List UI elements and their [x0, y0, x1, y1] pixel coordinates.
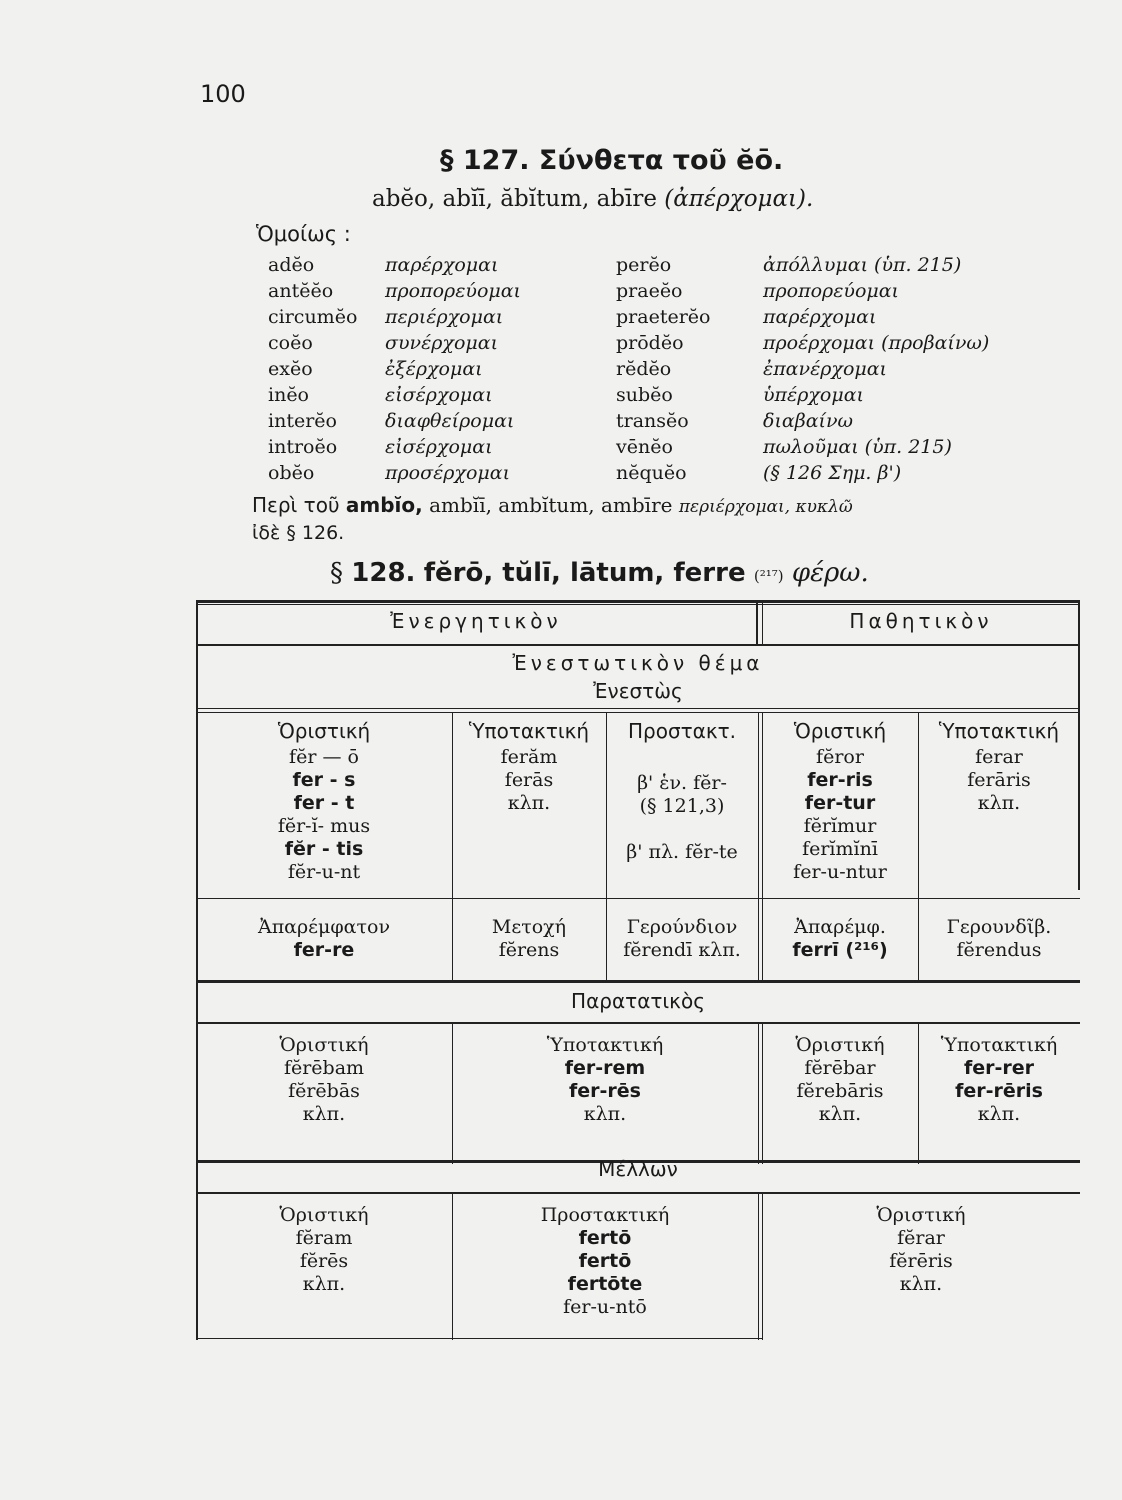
present-passive-subjunctive-line: κλπ. — [977, 792, 1021, 814]
future-active-imperative-line: fertō — [578, 1227, 632, 1249]
greek-meaning: εἰσέρχομαι — [385, 436, 493, 458]
greek-meaning: εἰσέρχομαι — [385, 384, 493, 406]
section-128-title — [330, 558, 869, 588]
section-127-title-text: § 127. Σύνθετα τοῦ ĕō. — [440, 145, 784, 176]
imperfect-passive-indicative-line: κλπ. — [818, 1103, 862, 1125]
future-active-imperative-line: fer-u-ntō — [563, 1296, 647, 1318]
imperfect-header-line: Παρατατικὸς — [571, 989, 705, 1013]
greek-meaning: προσέρχομαι — [385, 462, 511, 484]
active-header — [196, 610, 756, 633]
greek-meaning: (§ 126 Σημ. β') — [763, 462, 902, 484]
table-rule — [758, 712, 759, 982]
greek-meaning: παρέρχομαι — [763, 306, 877, 328]
present-active-imperative-line: β' ἑν. fĕr- — [637, 772, 727, 794]
col-imperative-line: Προστακτ. — [627, 719, 737, 743]
imperfect-active-subjunctive-line: κλπ. — [583, 1103, 627, 1125]
present-active-subjunctive-line: ferăm — [500, 746, 558, 768]
greek-meaning: διαβαίνω — [763, 410, 854, 432]
future-passive-indicative-line: fĕrar — [897, 1227, 945, 1249]
ambio-greek: περιέρχομαι, κυκλῶ — [678, 497, 853, 517]
latin-verb: rĕdĕo — [616, 358, 672, 380]
subtitle-greek: (ἀπέρχομαι). — [664, 186, 814, 212]
section-128-greek: φέρω. — [791, 558, 869, 588]
latin-verb: nĕquĕo — [616, 462, 687, 484]
present-stem-header — [196, 652, 1080, 675]
latin-verb: vēnĕo — [616, 436, 673, 458]
greek-meaning: ἐπανέρχομαι — [763, 358, 888, 380]
greek-meaning: πωλοῦμαι (ὑπ. 215) — [763, 436, 952, 458]
ambio-bold: ambĭo, — [345, 493, 423, 517]
present-active-indicative-line: fĕr-u-nt — [287, 861, 361, 883]
col-subjunctive — [452, 720, 606, 743]
present-passive-indicative-line: ferĭmĭnī — [802, 838, 878, 860]
future-active-indicative-line: fĕram — [295, 1227, 353, 1249]
participle — [452, 916, 606, 962]
col-indicative-line: Ὁριστική — [277, 719, 371, 743]
active-header-line: Ἐνεργητικὸν — [390, 609, 562, 633]
participle-line: fĕrens — [498, 939, 560, 961]
col-subjunctive-passive-line: Ὑποτακτική — [938, 719, 1060, 743]
table-top-rule — [196, 600, 1080, 603]
ambio-note — [252, 493, 853, 517]
present-active-subjunctive-line: ferās — [504, 769, 554, 791]
col-subjunctive-passive — [918, 720, 1080, 743]
col-indicative-passive — [762, 720, 918, 743]
greek-meaning: προπορεύομαι — [763, 280, 900, 302]
table-rule — [756, 600, 758, 645]
table-rule — [196, 604, 1080, 605]
imperfect-passive-subjunctive — [918, 1034, 1080, 1126]
present-active-indicative — [196, 746, 452, 884]
passive-header-line: Παθητικὸν — [849, 609, 993, 633]
imperfect-active-indicative — [196, 1034, 452, 1126]
active-infinitive-line: Ἀπαρέμφατον — [257, 916, 391, 938]
present-passive-indicative-line: fer-u-ntur — [793, 861, 887, 883]
page-number: 100 — [200, 80, 246, 108]
section-128-bold: fĕrō, tŭlī, lātum, ferre — [423, 558, 746, 588]
omoios-label: Ὁμοίως : — [256, 222, 351, 246]
gerund — [606, 916, 758, 962]
present-passive-subjunctive-line: ferar — [975, 746, 1023, 768]
passive-infinitive — [762, 916, 918, 962]
present-active-indicative-line: fĕr — ō — [289, 746, 359, 768]
active-infinitive-line: fer-re — [293, 939, 355, 961]
col-indicative — [196, 720, 452, 743]
imperfect-passive-indicative — [762, 1034, 918, 1126]
latin-verb: coĕo — [268, 332, 313, 354]
imperfect-active-subjunctive-line: fer-rēs — [569, 1080, 641, 1102]
imperfect-active-subjunctive — [452, 1034, 758, 1126]
table-rule — [196, 898, 1080, 899]
section-127-title — [440, 145, 783, 176]
greek-meaning: περιέρχομαι — [385, 306, 504, 328]
latin-verb: adĕo — [268, 254, 315, 276]
present-passive-indicative-line: fer-ris — [807, 769, 873, 791]
present-passive-indicative-line: fer-tur — [804, 792, 876, 814]
table-rule — [196, 712, 1080, 713]
passive-header — [762, 610, 1080, 633]
section-128-num: 128. — [351, 558, 416, 588]
future-header — [196, 1158, 1080, 1181]
present-active-indicative-line: fĕr - tis — [284, 838, 364, 860]
present-passive-subjunctive-line: ferāris — [967, 769, 1031, 791]
present-header — [196, 680, 1080, 703]
table-rule — [196, 644, 1080, 646]
future-passive-indicative-line: fĕrēris — [889, 1250, 953, 1272]
table-rule — [196, 708, 1080, 709]
latin-verb: praeĕo — [616, 280, 683, 302]
participle-line: Μετοχή — [491, 916, 567, 938]
imperfect-active-subjunctive-line: Ὑποτακτική — [546, 1034, 664, 1056]
future-active-imperative-line: fertō — [578, 1250, 632, 1272]
latin-verb: introĕo — [268, 436, 338, 458]
imperfect-passive-indicative-line: fĕrēbar — [804, 1057, 876, 1079]
imperfect-header — [196, 990, 1080, 1013]
latin-verb: interĕo — [268, 410, 337, 432]
greek-meaning: ἀπόλλυμαι (ὑπ. 215) — [763, 254, 962, 276]
greek-meaning: προπορεύομαι — [385, 280, 522, 302]
conjugation-table — [196, 600, 1080, 1340]
present-passive-indicative-line: fĕror — [816, 746, 864, 768]
future-header-line: Μέλλων — [598, 1157, 678, 1181]
latin-verb: antĕĕo — [268, 280, 334, 302]
latin-verb: circumĕo — [268, 306, 358, 328]
present-passive-indicative — [762, 746, 918, 884]
future-passive-indicative-line: Ὁριστική — [876, 1204, 966, 1226]
passive-infinitive-line: Ἀπαρέμφ. — [794, 916, 886, 938]
present-active-imperative-line — [606, 818, 758, 841]
imperfect-passive-subjunctive-line: Ὑποτακτική — [940, 1034, 1058, 1056]
imperfect-passive-subjunctive-line: fer-rēris — [955, 1080, 1043, 1102]
future-active-indicative-line: fĕrēs — [299, 1250, 349, 1272]
section-128-footnote: (²¹⁷) — [753, 567, 784, 585]
imperfect-passive-indicative-line: fĕrebāris — [796, 1080, 884, 1102]
present-active-indicative-line: fer - t — [293, 792, 355, 814]
present-passive-subjunctive — [918, 746, 1080, 815]
future-active-imperative — [452, 1204, 758, 1319]
passive-infinitive-line: ferrī (²¹⁶) — [792, 939, 888, 961]
present-active-subjunctive-line: κλπ. — [507, 792, 551, 814]
present-active-imperative-line: (§ 121,3) — [639, 795, 725, 817]
imperfect-active-indicative-line: Ὁριστική — [279, 1034, 369, 1056]
future-passive-indicative — [762, 1204, 1080, 1296]
imperfect-passive-subjunctive-line: κλπ. — [977, 1103, 1021, 1125]
gerund-line: fĕrendī κλπ. — [623, 939, 741, 961]
latin-verb: obĕo — [268, 462, 315, 484]
greek-meaning: ἐξέρχομαι — [385, 358, 483, 380]
section-128-sign: § — [330, 558, 343, 588]
col-imperative — [606, 720, 758, 743]
greek-meaning: παρέρχομαι — [385, 254, 499, 276]
gerundive-line: Γερουνδῖβ. — [946, 916, 1052, 938]
table-rule — [758, 1194, 759, 1340]
subtitle-latin: abĕo, abĭī, ăbĭtum, abīre — [372, 186, 657, 212]
present-active-imperative — [606, 772, 758, 864]
greek-meaning: προέρχομαι (προβαίνω) — [763, 332, 990, 354]
imperfect-active-indicative-line: κλπ. — [302, 1103, 346, 1125]
table-rule — [196, 1338, 762, 1339]
imperfect-passive-indicative-line: Ὁριστική — [795, 1034, 885, 1056]
imperfect-active-indicative-line: fĕrēbās — [288, 1080, 360, 1102]
future-passive-indicative-line: κλπ. — [899, 1273, 943, 1295]
present-passive-indicative-line: fĕrĭmur — [803, 815, 877, 837]
table-rule — [758, 1024, 759, 1164]
latin-verb: exĕo — [268, 358, 313, 380]
table-rule — [196, 1022, 1080, 1024]
future-active-imperative-line: fertōte — [567, 1273, 643, 1295]
latin-verb: perĕo — [616, 254, 672, 276]
latin-verb: subĕo — [616, 384, 673, 406]
table-rule — [196, 1192, 1080, 1194]
imperfect-active-indicative-line: fĕrēbam — [283, 1057, 365, 1079]
present-active-indicative-line: fer - s — [292, 769, 356, 791]
latin-verb: transĕo — [616, 410, 689, 432]
section-127-subtitle — [372, 186, 813, 212]
gerundive — [918, 916, 1080, 962]
table-rule — [196, 980, 1080, 983]
present-active-imperative-line: β' πλ. fĕr-te — [626, 841, 738, 863]
col-subjunctive-line: Ὑποτακτική — [468, 719, 590, 743]
future-active-imperative-line: Προστακτική — [540, 1204, 670, 1226]
greek-meaning: ὑπέρχομαι — [763, 384, 864, 406]
latin-verb: prōdĕo — [616, 332, 684, 354]
col-indicative-passive-line: Ὁριστική — [793, 719, 887, 743]
future-active-indicative-line: κλπ. — [302, 1273, 346, 1295]
future-active-indicative-line: Ὁριστική — [279, 1204, 369, 1226]
ide-note: ἰδὲ § 126. — [252, 522, 345, 544]
greek-meaning: συνέρχομαι — [385, 332, 499, 354]
active-infinitive — [196, 916, 452, 962]
imperfect-active-subjunctive-line: fer-rem — [564, 1057, 646, 1079]
latin-verb: praeterĕo — [616, 306, 711, 328]
present-active-indicative-line: fĕr-ĭ- mus — [277, 815, 371, 837]
gerund-line: Γερούνδιον — [626, 916, 738, 938]
future-active-indicative — [196, 1204, 452, 1296]
gerundive-line: fĕrendus — [956, 939, 1042, 961]
greek-meaning: διαφθείρομαι — [385, 410, 515, 432]
ambio-forms: ambĭī, ambĭtum, ambīre — [429, 493, 673, 517]
present-header-line: Ἐνεστὼς — [593, 679, 683, 703]
present-active-subjunctive — [452, 746, 606, 815]
ambio-prefix: Περὶ τοῦ — [252, 493, 340, 517]
latin-verb: inĕo — [268, 384, 309, 406]
present-stem-header-line: Ἐνεστωτικὸν θέμα — [512, 651, 764, 675]
imperfect-passive-subjunctive-line: fer-rer — [963, 1057, 1035, 1079]
